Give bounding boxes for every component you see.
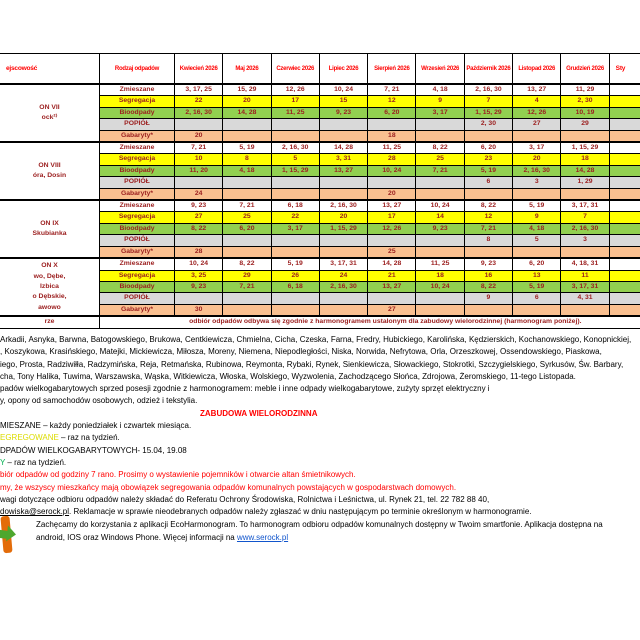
schedule-cell — [223, 304, 271, 316]
schedule-cell — [609, 200, 640, 212]
schedule-cell: 2, 16, 30 — [464, 84, 512, 96]
month-header: Czerwiec 2026 — [271, 54, 319, 85]
schedule-cell — [609, 188, 640, 200]
schedule-cell — [368, 119, 416, 130]
schedule-cell: 20 — [223, 96, 271, 107]
schedule-cell: 22 — [271, 212, 319, 223]
waste-type-cell: Gabaryty* — [100, 130, 175, 142]
schedule-cell: 3, 31 — [319, 154, 367, 165]
text-fragment: MIESZANE – każdy poniedziałek i czwartek miesiąca. — [0, 421, 192, 431]
schedule-cell: 2, 16, 30 — [561, 223, 609, 234]
schedule-cell: 9, 23 — [175, 200, 223, 212]
schedule-cell: 11 — [561, 270, 609, 281]
schedule-cell — [223, 246, 271, 258]
schedule-cell: 6, 20 — [513, 258, 561, 270]
schedule-cell — [513, 246, 561, 258]
info-line — [0, 469, 640, 481]
schedule-cell: 2, 16, 30 — [319, 281, 367, 292]
schedule-cell: 8, 22 — [223, 258, 271, 270]
schedule-cell: 1, 15, 29 — [319, 223, 367, 234]
bulky-note-line — [0, 395, 640, 407]
schedule-cell — [175, 119, 223, 130]
schedule-cell: 3, 17, 31 — [561, 200, 609, 212]
schedule-cell: 7 — [464, 96, 512, 107]
streets-list — [0, 334, 640, 383]
schedule-cell: 3, 17 — [271, 223, 319, 234]
waste-type-cell: Segregacja — [100, 154, 175, 165]
region-label-line: o Dębskie, — [32, 293, 67, 301]
text-fragment: wagi dotyczące odbioru odpadów należy składać do Referatu Ochrony Środowiska, Rolnictwa i Leśnictwa, ul. Rynek 21, tel. 22 782 88 40, — [0, 494, 490, 504]
region-label-line: awowo — [38, 303, 61, 311]
waste-type-cell: Bioodpady — [100, 223, 175, 234]
schedule-cell — [513, 130, 561, 142]
waste-type-cell: Zmieszane — [100, 200, 175, 212]
schedule-cell: 8, 22 — [416, 142, 464, 154]
schedule-cell — [319, 130, 367, 142]
schedule-cell: 7, 21 — [223, 281, 271, 292]
schedule-cell: 2, 16, 30 — [319, 200, 367, 212]
schedule-cell: 9, 23 — [175, 281, 223, 292]
schedule-cell: 3 — [561, 235, 609, 246]
schedule-cell: 23 — [464, 154, 512, 165]
schedule-cell — [609, 270, 640, 281]
schedule-cell: 4, 31 — [561, 293, 609, 304]
schedule-cell: 29 — [561, 119, 609, 130]
schedule-cell: 18 — [561, 154, 609, 165]
location-column-header: ejscowość — [0, 54, 100, 85]
schedule-cell: 27 — [368, 304, 416, 316]
schedule-cell: 9, 23 — [464, 258, 512, 270]
waste-type-cell: POPIÓŁ — [100, 293, 175, 304]
schedule-cell: 12 — [368, 96, 416, 107]
text-fragment: cha, Tony Halika, Tuwima, Warszawska, Wąska, Witkiewicza, Włoska, Wolskiego, Wyzwolenia, Zachodzącego Słońca, Zdrojowa, Żeromskiego, 11-tego Listopada. — [0, 371, 576, 381]
app-info-line — [36, 519, 640, 531]
app-lines — [0, 519, 640, 544]
schedule-cell: 5, 19 — [223, 142, 271, 154]
schedule-cell — [368, 177, 416, 188]
schedule-cell: 5, 19 — [464, 165, 512, 176]
text-fragment: – raz na tydzień. — [58, 433, 120, 443]
schedule-cell: 9 — [513, 212, 561, 223]
app-info-line — [36, 532, 640, 544]
schedule-cell: 5 — [271, 154, 319, 165]
schedule-cell — [416, 246, 464, 258]
schedule-cell: 8, 22 — [175, 223, 223, 234]
text-fragment: DPADÓW WIELKOGABARYTOWYCH- 15.04, 19.08 — [0, 445, 187, 455]
legend-lines — [0, 420, 640, 518]
schedule-cell: 10, 24 — [368, 165, 416, 176]
waste-type-cell: POPIÓŁ — [100, 235, 175, 246]
schedule-cell — [223, 177, 271, 188]
region-label-line: ON IX — [40, 219, 59, 227]
street-list-line — [0, 346, 640, 358]
waste-type-cell: Zmieszane — [100, 142, 175, 154]
month-header: Grudzień 2026 — [561, 54, 609, 85]
schedule-cell — [609, 165, 640, 176]
schedule-cell: 17 — [368, 212, 416, 223]
text-fragment: biór odpadów od godziny 7 rano. Prosimy o wystawienie pojemników i otwarcie altan śmietnikowych. — [0, 470, 356, 480]
info-line — [0, 506, 640, 518]
text-fragment: Y — [0, 457, 6, 467]
schedule-cell: 12, 26 — [513, 107, 561, 118]
schedule-cell: 1, 15, 29 — [271, 165, 319, 176]
info-line — [0, 445, 640, 457]
schedule-cell: 2, 16, 30 — [513, 165, 561, 176]
section-heading: ZABUDOWA WIELORODZINNA — [200, 408, 318, 418]
schedule-cell: 25 — [416, 154, 464, 165]
schedule-cell: 7, 21 — [368, 84, 416, 96]
schedule-cell — [223, 130, 271, 142]
text-fragment: Arkadii, Asnyka, Barwna, Batogowskiego, Brukowa, Centkiewicza, Chmielna, Cicha, Czeska, Farna, Fredry, Hubickiego, Karolińska, Kędzierskich, Kochanowskiego, Konopnickiej, — [0, 335, 632, 344]
schedule-cell: 15 — [319, 96, 367, 107]
schedule-cell: 5, 19 — [513, 281, 561, 292]
schedule-cell: 27 — [175, 212, 223, 223]
schedule-cell: 6, 20 — [368, 107, 416, 118]
schedule-cell — [271, 235, 319, 246]
region-cell — [0, 200, 100, 258]
text-fragment: my, że wszyscy mieszkańcy mają obowiązek segregowania odpadów komunalnych powstających w gospodarstwach domowych. — [0, 482, 457, 492]
schedule-cell: 8 — [464, 235, 512, 246]
email-link[interactable]: dowiska@serock.pl — [0, 507, 70, 517]
schedule-cell: 17 — [271, 96, 319, 107]
schedule-cell: 9, 23 — [319, 107, 367, 118]
schedule-cell — [609, 130, 640, 142]
schedule-cell: 8, 22 — [464, 281, 512, 292]
schedule-cell — [464, 304, 512, 316]
waste-type-cell: Zmieszane — [100, 84, 175, 96]
schedule-cell: 14 — [416, 212, 464, 223]
schedule-cell: 12 — [464, 212, 512, 223]
schedule-cell — [271, 130, 319, 142]
schedule-cell: 4, 18 — [416, 84, 464, 96]
schedule-cell — [175, 235, 223, 246]
schedule-cell — [513, 304, 561, 316]
schedule-cell — [271, 293, 319, 304]
schedule-cell: 14, 28 — [561, 165, 609, 176]
ecoharmonogram-logo-icon — [0, 515, 17, 559]
schedule-cell: 14, 28 — [368, 258, 416, 270]
schedule-cell — [561, 188, 609, 200]
region-cell — [0, 84, 100, 142]
schedule-cell: 6, 20 — [464, 142, 512, 154]
schedule-cell: 13, 27 — [513, 84, 561, 96]
schedule-cell — [609, 119, 640, 130]
region-label-line: ock²⁾ — [41, 114, 58, 122]
street-list-line — [0, 359, 640, 371]
schedule-cell: 8, 22 — [464, 200, 512, 212]
street-list-line — [0, 334, 640, 346]
schedule-cell — [609, 258, 640, 270]
schedule-cell — [271, 119, 319, 130]
schedule-cell: 3, 25 — [175, 270, 223, 281]
schedule-cell: 3 — [513, 177, 561, 188]
schedule-cell: 7, 21 — [175, 142, 223, 154]
schedule-cell: 3, 17 — [416, 107, 464, 118]
street-list-line — [0, 371, 640, 383]
logo-arrow-head — [6, 526, 17, 543]
schedule-cell: 4, 18 — [513, 223, 561, 234]
schedule-cell: 24 — [175, 188, 223, 200]
schedule-cell: 5, 19 — [513, 200, 561, 212]
schedule-cell — [609, 177, 640, 188]
month-header: Wrzesień 2026 — [416, 54, 464, 85]
info-line — [0, 494, 640, 506]
schedule-cell: 27 — [513, 119, 561, 130]
schedule-cell: 7, 21 — [464, 223, 512, 234]
schedule-cell: 14, 28 — [223, 107, 271, 118]
schedule-cell: 3, 17 — [513, 142, 561, 154]
schedule-cell: 13, 27 — [319, 165, 367, 176]
schedule-cell: 2, 30 — [464, 119, 512, 130]
schedule-cell: 20 — [368, 188, 416, 200]
app-info — [0, 519, 640, 544]
schedule-cell — [416, 188, 464, 200]
schedule-cell: 24 — [319, 270, 367, 281]
info-line — [0, 482, 640, 494]
waste-type-cell: Segregacja — [100, 212, 175, 223]
schedule-cell: 6, 20 — [223, 223, 271, 234]
schedule-cell — [175, 177, 223, 188]
schedule-cell — [223, 293, 271, 304]
schedule-cell — [609, 246, 640, 258]
schedule-cell: 5 — [513, 235, 561, 246]
schedule-cell — [175, 293, 223, 304]
text-fragment: y, opony od samochodów osobowych, odzież i tekstylia. — [0, 396, 198, 406]
schedule-cell: 11, 25 — [416, 258, 464, 270]
waste-type-cell: Gabaryty* — [100, 188, 175, 200]
schedule-cell — [319, 304, 367, 316]
schedule-cell — [271, 304, 319, 316]
region-label-line: ON X — [41, 262, 58, 270]
schedule-cell: 16 — [464, 270, 512, 281]
waste-type-cell: Segregacja — [100, 96, 175, 107]
schedule-table — [0, 53, 640, 329]
schedule-cell: 10 — [175, 154, 223, 165]
schedule-cell — [609, 212, 640, 223]
schedule-cell: 4 — [513, 96, 561, 107]
schedule-cell — [464, 130, 512, 142]
schedule-cell — [223, 119, 271, 130]
schedule-cell — [609, 154, 640, 165]
region-cell: rze — [0, 316, 100, 328]
schedule-cell: 13, 27 — [368, 200, 416, 212]
schedule-cell: 20 — [513, 154, 561, 165]
schedule-cell — [368, 293, 416, 304]
month-header: Lipiec 2026 — [319, 54, 367, 85]
text-fragment: , Koszykowa, Krasińskiego, Matejki, Mickiewicza, Miłosza, Moreny, Niemena, Niepodległości, Niska, Norwida, Nefrytowa, Orla, Orzeszkowej, Ossendowskiego, Piaskowa, — [0, 347, 602, 357]
schedule-cell — [561, 130, 609, 142]
schedule-cell — [609, 293, 640, 304]
schedule-cell: 10, 24 — [416, 200, 464, 212]
schedule-cell — [319, 246, 367, 258]
schedule-cell — [464, 246, 512, 258]
schedule-cell: 26 — [271, 270, 319, 281]
schedule-cell: 6 — [513, 293, 561, 304]
text-fragment: EGREGOWANE — [0, 433, 59, 443]
schedule-cell: 3, 17, 31 — [561, 281, 609, 292]
waste-type-cell: Bioodpady — [100, 281, 175, 292]
month-header-partial: Sty — [609, 54, 640, 85]
info-line — [0, 457, 640, 469]
schedule-cell: 10, 24 — [319, 84, 367, 96]
waste-type-cell: Bioodpady — [100, 165, 175, 176]
schedule-cell — [271, 246, 319, 258]
region-label-line: ON VIII — [38, 161, 61, 169]
schedule-cell — [416, 304, 464, 316]
schedule-cell: 20 — [175, 130, 223, 142]
waste-type-column-header: Rodzaj odpadów — [100, 54, 175, 85]
waste-type-cell: Gabaryty* — [100, 246, 175, 258]
schedule-cell: 2, 30 — [561, 96, 609, 107]
schedule-cell — [271, 188, 319, 200]
serock-link[interactable]: www.serock.pl — [236, 532, 289, 542]
text-fragment: android, IOS oraz Windows Phone. Więcej informacji na — [36, 532, 237, 542]
schedule-cell: 11, 25 — [368, 142, 416, 154]
schedule-cell — [513, 188, 561, 200]
schedule-cell — [319, 177, 367, 188]
month-header: Listopad 2026 — [513, 54, 561, 85]
month-header: Kwiecień 2026 — [175, 54, 223, 85]
schedule-cell: 18 — [368, 130, 416, 142]
schedule-cell: 8 — [223, 154, 271, 165]
bulky-waste-note — [0, 383, 640, 408]
schedule-cell: 3, 17, 31 — [319, 258, 367, 270]
schedule-cell — [561, 304, 609, 316]
schedule-cell: 10, 24 — [416, 281, 464, 292]
schedule-cell: 22 — [175, 96, 223, 107]
region-label-line: Skubianka — [32, 230, 67, 238]
schedule-cell — [609, 235, 640, 246]
schedule-cell: 7 — [561, 212, 609, 223]
month-header: Maj 2026 — [223, 54, 271, 85]
schedule-cell: 1, 15, 29 — [464, 107, 512, 118]
schedule-cell: 6 — [464, 177, 512, 188]
waste-type-cell: Bioodpady — [100, 107, 175, 118]
schedule-cell: 5, 19 — [271, 258, 319, 270]
schedule-cell: 9 — [464, 293, 512, 304]
info-line — [0, 432, 640, 444]
waste-type-cell: Segregacja — [100, 270, 175, 281]
schedule-cell — [609, 223, 640, 234]
schedule-cell: 2, 16, 30 — [271, 142, 319, 154]
waste-type-cell: Gabaryty* — [100, 304, 175, 316]
schedule-cell — [319, 188, 367, 200]
schedule-cell: 25 — [223, 212, 271, 223]
schedule-cell: 3, 17, 25 — [175, 84, 223, 96]
schedule-cell: 12, 26 — [271, 84, 319, 96]
schedule-cell: 6, 18 — [271, 281, 319, 292]
text-fragment: . Reklamacje w sprawie nieodebranych odpadów należy zgłaszać w dniu następującym po terminie określonym w harmonogramie. — [69, 507, 532, 517]
schedule-cell: 29 — [223, 270, 271, 281]
schedule-cell: 10, 19 — [561, 107, 609, 118]
schedule-cell: 18 — [416, 270, 464, 281]
schedule-cell — [416, 293, 464, 304]
schedule-cell: 11, 25 — [271, 107, 319, 118]
schedule-cell — [561, 246, 609, 258]
schedule-cell: 28 — [368, 154, 416, 165]
schedule-cell: 20 — [319, 212, 367, 223]
schedule-cell: 13, 27 — [368, 281, 416, 292]
schedule-cell: 4, 18, 31 — [561, 258, 609, 270]
schedule-cell: 2, 16, 30 — [175, 107, 223, 118]
schedule-cell — [416, 177, 464, 188]
schedule-cell — [609, 281, 640, 292]
month-header: Sierpień 2026 — [368, 54, 416, 85]
schedule-cell — [464, 188, 512, 200]
schedule-cell — [368, 235, 416, 246]
schedule-cell: 10, 24 — [175, 258, 223, 270]
notes-section — [0, 334, 640, 544]
schedule-cell: 21 — [368, 270, 416, 281]
multifamily-note: odbiór odpadów odbywa się zgodnie z harmonogramem ustalonym dla zabudowy wielorodzinnej (harmonogram poniżej). — [100, 316, 640, 328]
schedule-cell: 14, 28 — [319, 142, 367, 154]
waste-type-cell: POPIÓŁ — [100, 119, 175, 130]
region-cell — [0, 142, 100, 200]
schedule-cell — [416, 130, 464, 142]
text-fragment: – raz na tydzień. — [5, 457, 67, 467]
schedule-cell — [416, 235, 464, 246]
schedule-cell: 11, 20 — [175, 165, 223, 176]
schedule-cell: 25 — [368, 246, 416, 258]
region-label-line: Izbica — [40, 282, 59, 290]
schedule-cell: 28 — [175, 246, 223, 258]
schedule-cell — [223, 188, 271, 200]
schedule-cell: 1, 29 — [561, 177, 609, 188]
schedule-cell: 9, 23 — [416, 223, 464, 234]
info-line — [0, 420, 640, 432]
schedule-cell — [609, 107, 640, 118]
schedule-cell — [609, 84, 640, 96]
schedule-cell — [271, 177, 319, 188]
region-label-line: wo, Dębe, — [33, 272, 66, 280]
schedule-cell: 12, 26 — [368, 223, 416, 234]
schedule-cell: 9 — [416, 96, 464, 107]
waste-type-cell: POPIÓŁ — [100, 177, 175, 188]
bulky-note-line — [0, 383, 640, 395]
schedule-cell: 13 — [513, 270, 561, 281]
waste-type-cell: Zmieszane — [100, 258, 175, 270]
schedule-cell — [609, 96, 640, 107]
region-label-line: óra, Dosin — [32, 172, 67, 180]
schedule-cell: 4, 18 — [223, 165, 271, 176]
schedule-cell: 7, 21 — [223, 200, 271, 212]
schedule-cell — [609, 142, 640, 154]
schedule-cell — [609, 304, 640, 316]
schedule-cell: 15, 29 — [223, 84, 271, 96]
schedule-cell: 30 — [175, 304, 223, 316]
region-cell — [0, 258, 100, 316]
schedule-cell: 11, 29 — [561, 84, 609, 96]
schedule-cell — [319, 119, 367, 130]
schedule-cell: 1, 15, 29 — [561, 142, 609, 154]
schedule-cell — [416, 119, 464, 130]
region-label-line: ON VII — [39, 103, 60, 111]
text-fragment: iego, Prosta, Radziwiłła, Radzymińska, Reja, Retmańska, Rubinowa, Reymonta, Rybaki, Rynek, Sienkiewicza, Słowackiego, Stokrotki, Szczygielskiego, Syrkusów, Św. Barbary, — [0, 359, 624, 369]
text-fragment: padów wielkogabarytowych sprzed posesji zgodnie z harmonogramem: meble i inne odpady wielkogabarytowe, zużyty sprzęt elektryczny i — [0, 384, 490, 394]
schedule-cell — [319, 235, 367, 246]
schedule-cell — [319, 293, 367, 304]
schedule-cell: 6, 18 — [271, 200, 319, 212]
schedule-cell — [223, 235, 271, 246]
schedule-cell: 7, 21 — [416, 165, 464, 176]
month-header: Październik 2026 — [464, 54, 512, 85]
text-fragment: Zachęcamy do korzystania z aplikacji EcoHarmonogram. To harmonogram odbioru odpadów komunalnych dostępny w Twoim smartfonie. Aplikacja dostępna na — [36, 520, 603, 530]
